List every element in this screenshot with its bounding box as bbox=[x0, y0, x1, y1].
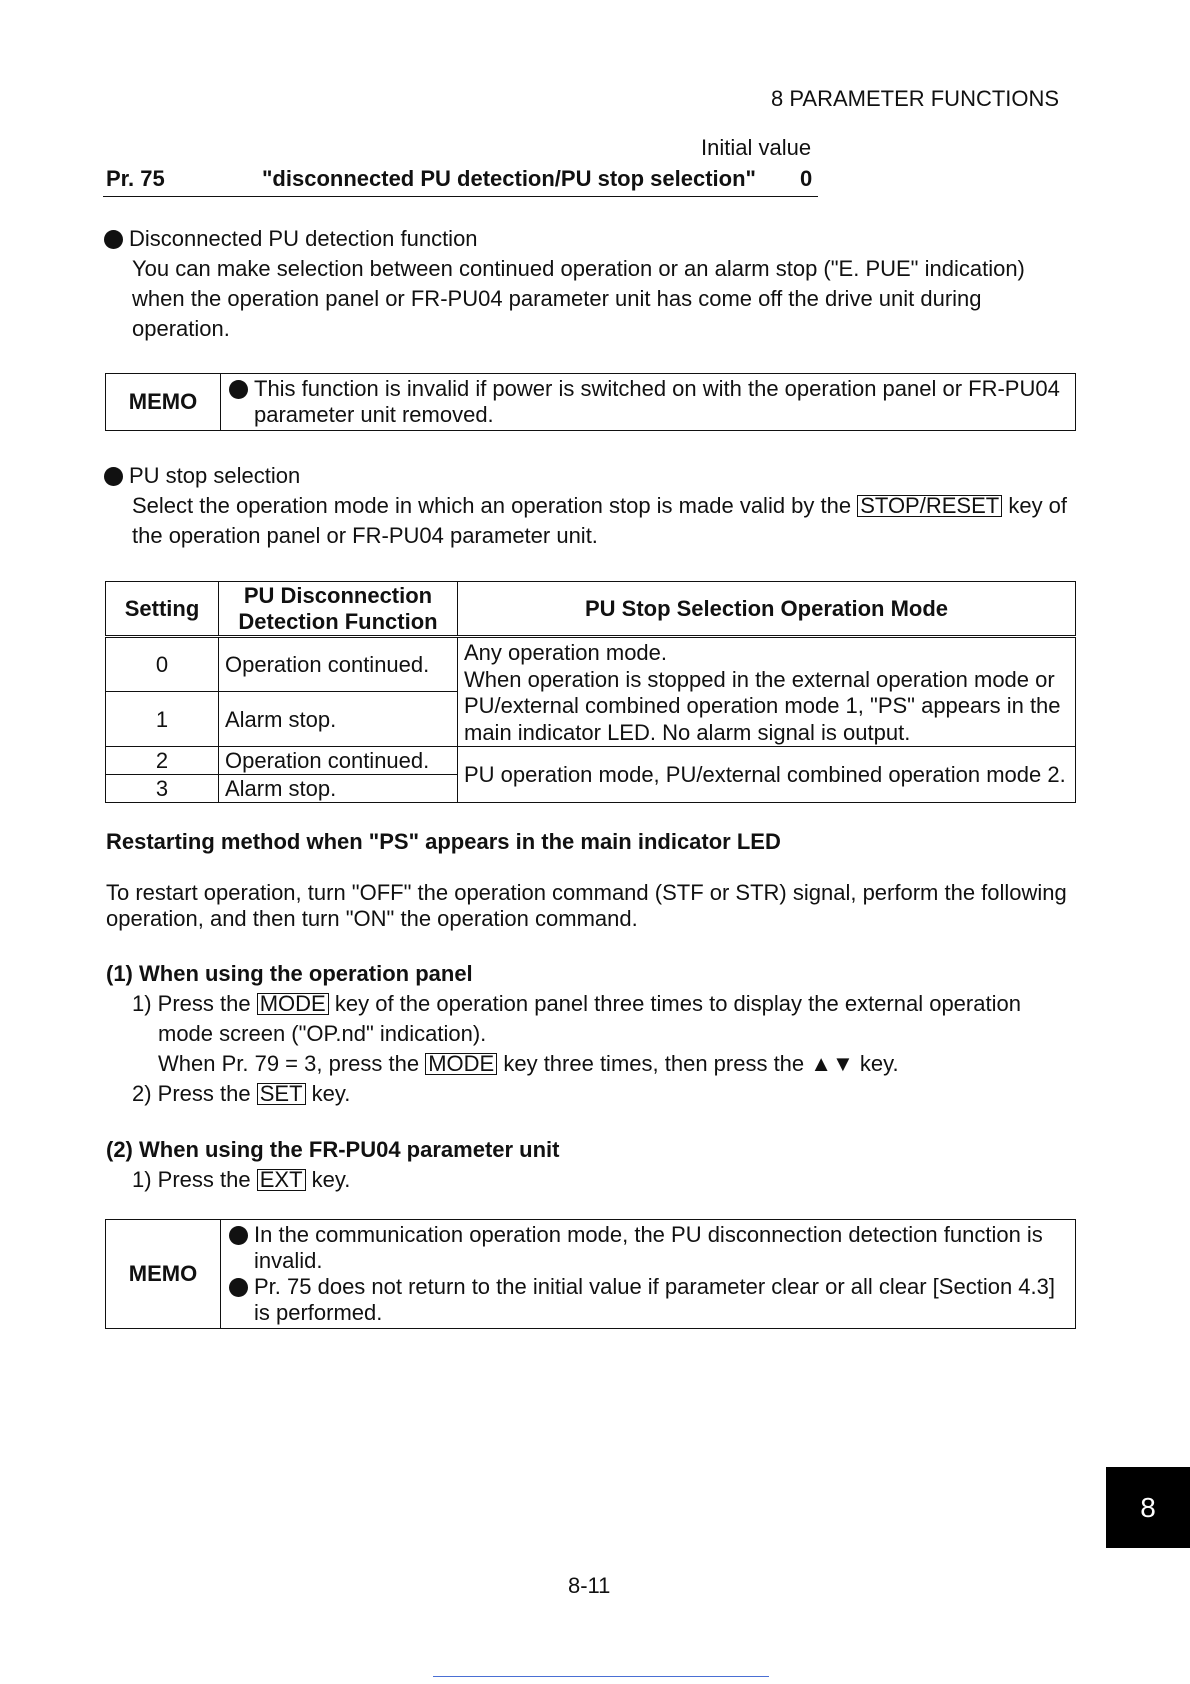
restart-paragraph bbox=[106, 880, 1067, 932]
restart-heading: Restarting method when "PS" appears in the main indicator LED bbox=[106, 829, 781, 854]
cell-function: Operation continued. bbox=[219, 747, 458, 775]
cell-operation-mode bbox=[458, 637, 1076, 747]
param-name: "disconnected PU detection/PU stop selection" bbox=[262, 166, 756, 191]
page-number: 8-11 bbox=[568, 1573, 611, 1598]
cell-function: Alarm stop. bbox=[219, 692, 458, 747]
paragraph-line: operation, and then turn "ON" the operation command. bbox=[106, 906, 638, 931]
cell-function: Alarm stop. bbox=[219, 775, 458, 803]
chapter-tab bbox=[1106, 1467, 1190, 1548]
memo-line: invalid. bbox=[254, 1248, 323, 1273]
step-line bbox=[132, 1079, 1021, 1109]
table-row bbox=[106, 747, 1076, 775]
header-operation-mode: PU Stop Selection Operation Mode bbox=[458, 582, 1076, 637]
cell-operation-mode: PU operation mode, PU/external combined operation mode 2. bbox=[458, 747, 1076, 803]
header-line: PU Disconnection bbox=[243, 582, 433, 608]
step-line bbox=[106, 1165, 560, 1195]
step-line: mode screen ("OP.nd" indication). bbox=[158, 1021, 487, 1046]
param-number: Pr. 75 bbox=[106, 166, 165, 191]
text-fragment: 1) Press the bbox=[132, 1167, 251, 1192]
memo-line: Pr. 75 does not return to the initial value if parameter clear or all clear [Section 4.3] bbox=[254, 1274, 1055, 1299]
initial-value-label: Initial value bbox=[701, 135, 812, 160]
bullet-icon bbox=[104, 467, 123, 486]
memo-label: MEMO bbox=[106, 374, 221, 431]
set-key: SET bbox=[257, 1083, 306, 1105]
memo-content bbox=[221, 374, 1076, 431]
section-disconnected-pu bbox=[104, 224, 1025, 344]
param-title-underline bbox=[103, 196, 818, 197]
text-fragment: key of bbox=[1008, 493, 1068, 518]
header-line: Detection Function bbox=[238, 608, 438, 634]
section-pu-stop bbox=[104, 461, 1067, 551]
header-pu-disconnection bbox=[219, 582, 458, 637]
text-fragment: 2) Press the bbox=[132, 1081, 251, 1106]
param-initial-value: 0 bbox=[800, 166, 813, 191]
operation-panel-section bbox=[106, 959, 1021, 1109]
paragraph-line: You can make selection between continued operation or an alarm stop ("E. PUE" indication) bbox=[132, 256, 1025, 281]
mode-key: MODE bbox=[257, 993, 329, 1015]
bullet-icon bbox=[229, 380, 248, 399]
bullet-icon bbox=[104, 230, 123, 249]
cell-line: Any operation mode. bbox=[464, 640, 668, 665]
text-fragment: 1) Press the bbox=[132, 991, 251, 1016]
memo-line: This function is invalid if power is switched on with the operation panel or FR-PU04 bbox=[254, 376, 1060, 401]
text-fragment: key. bbox=[311, 1167, 351, 1192]
text-fragment: key. bbox=[311, 1081, 351, 1106]
memo-box bbox=[105, 1219, 1076, 1329]
memo-content bbox=[221, 1220, 1076, 1329]
paragraph-line: To restart operation, turn "OFF" the operation command (STF or STR) signal, perform the following bbox=[106, 880, 1067, 905]
cell-setting: 1 bbox=[106, 692, 219, 747]
cell-line: When operation is stopped in the external operation mode or bbox=[464, 666, 1055, 692]
text-fragment: key three times, then press the ▲▼ key. bbox=[503, 1051, 899, 1076]
memo-label: MEMO bbox=[106, 1220, 221, 1329]
ext-key: EXT bbox=[257, 1169, 306, 1191]
paragraph-line bbox=[132, 491, 1067, 521]
footer-divider bbox=[433, 1676, 769, 1677]
chapter-tab-label: 8 bbox=[1140, 1492, 1156, 1523]
memo-line: In the communication operation mode, the PU disconnection detection function is bbox=[254, 1222, 1043, 1247]
cell-line: PU/external combined operation mode 1, "PS" appears in the bbox=[464, 693, 1061, 718]
cell-function: Operation continued. bbox=[219, 637, 458, 692]
header-setting: Setting bbox=[106, 582, 219, 637]
memo-line: parameter unit removed. bbox=[254, 402, 494, 427]
section-heading: PU stop selection bbox=[129, 463, 301, 488]
text-fragment: Select the operation mode in which an operation stop is made valid by the bbox=[132, 493, 852, 518]
paragraph-line: when the operation panel or FR-PU04 parameter unit has come off the drive unit during bbox=[132, 286, 982, 311]
step-line bbox=[132, 989, 1021, 1019]
mode-key: MODE bbox=[425, 1053, 497, 1075]
step-line bbox=[132, 1049, 1021, 1079]
paragraph-line: the operation panel or FR-PU04 parameter unit. bbox=[132, 523, 598, 548]
cell-setting: 3 bbox=[106, 775, 219, 803]
chapter-header: 8 PARAMETER FUNCTIONS bbox=[771, 86, 1060, 111]
memo-line: is performed. bbox=[254, 1300, 383, 1325]
stop-reset-key: STOP/RESET bbox=[857, 495, 1002, 517]
bullet-icon bbox=[229, 1278, 248, 1297]
paragraph-line: operation. bbox=[132, 316, 230, 341]
table-header-row bbox=[106, 582, 1076, 637]
pu04-section bbox=[106, 1135, 560, 1195]
cell-setting: 2 bbox=[106, 747, 219, 775]
text-fragment: When Pr. 79 = 3, press the bbox=[158, 1051, 420, 1076]
bullet-icon bbox=[229, 1226, 248, 1245]
section-heading: Disconnected PU detection function bbox=[129, 226, 478, 251]
memo-box bbox=[105, 373, 1076, 431]
subsection-heading: (2) When using the FR-PU04 parameter unit bbox=[106, 1137, 560, 1162]
text-fragment: key of the operation panel three times to display the external operation bbox=[334, 991, 1021, 1016]
cell-setting: 0 bbox=[106, 637, 219, 692]
table-row bbox=[106, 637, 1076, 692]
settings-table bbox=[105, 581, 1076, 803]
cell-line: main indicator LED. No alarm signal is output. bbox=[464, 719, 911, 745]
subsection-heading: (1) When using the operation panel bbox=[106, 961, 473, 986]
